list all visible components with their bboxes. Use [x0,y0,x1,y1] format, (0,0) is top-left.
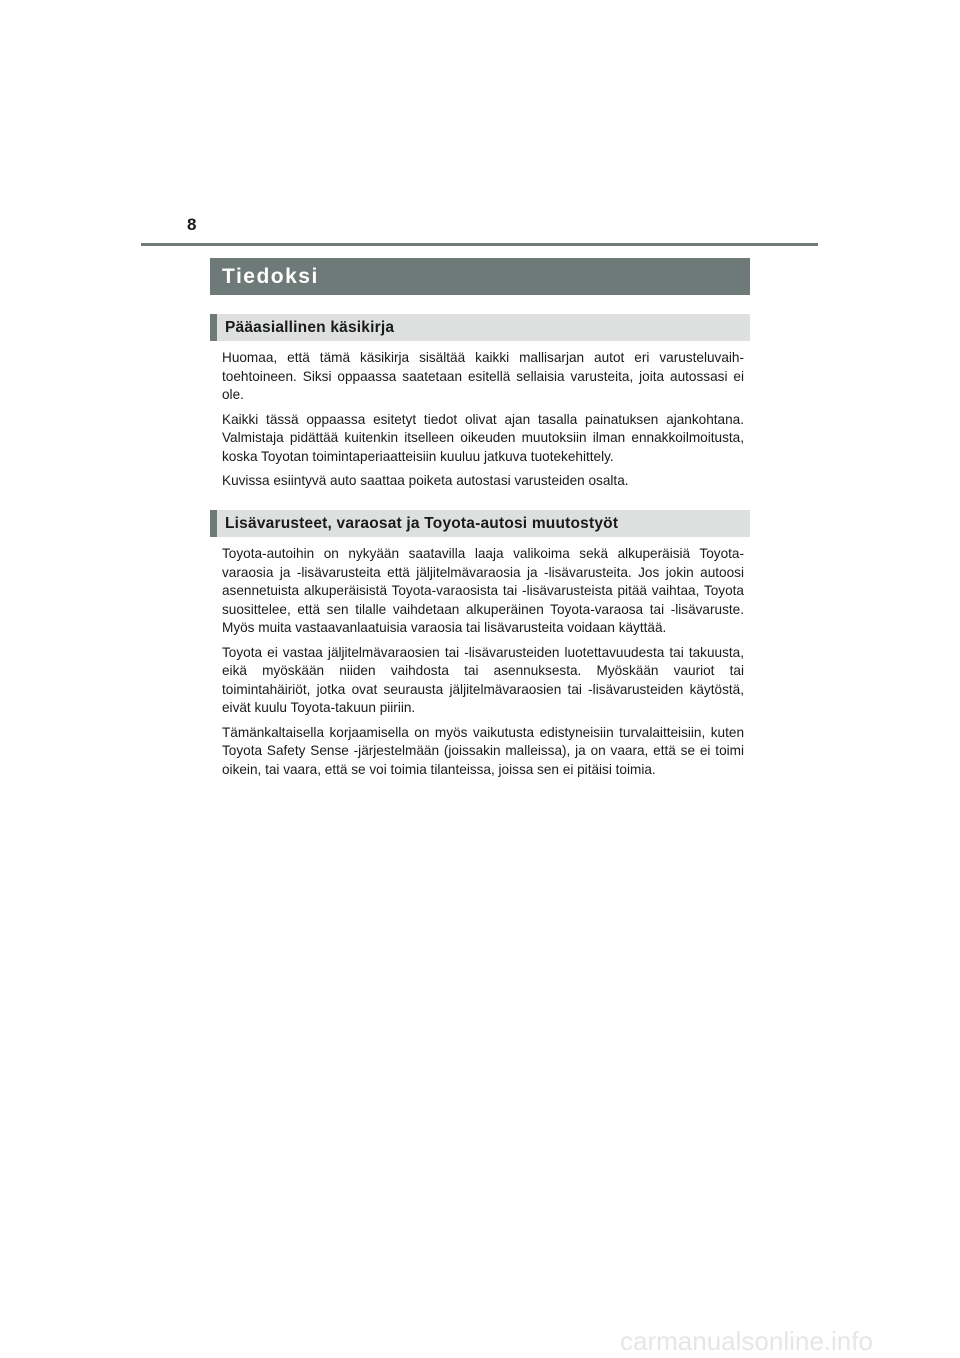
paragraph: Kuvissa esiintyvä auto saattaa poiketa autostasi varusteiden osalta. [222,473,629,488]
chapter-header [210,258,750,295]
chapter-title: Tiedoksi [222,264,319,288]
section-title: Lisävarusteet, varaosat ja Toyota-autosi muutostyöt [225,514,619,532]
footer-watermark: carmanualsonline.info [620,1326,873,1356]
paragraph: Tämänkaltaisella korjaamisella on myös vaikutusta edistyneisiin turvalaitteisiin, kuten Toyota Safety Sense -järjestelmään (joissakin malleissa), ja on vaara, että se ei toimi oikein, tai vaara, että se voi toimia tilanteissa, joissa sen ei pitäisi toimia. [222,724,744,777]
header-rule [141,243,818,246]
section-header-lisavarusteet [210,510,750,537]
paragraph: Toyota ei vastaa jäljitelmävaraosien tai -lisävarusteiden luotettavuudesta tai takuusta, eikä myöskään niiden vaihdosta tai asennuksesta. Myöskään vauriot tai toimintahäiriöt, jotka ovat seurausta jäljitelmävaraosien tai -lisävarusteiden käytöstä, eivät kuulu Toyota-takuun piiriin. [222,644,744,715]
paragraph: Kaikki tässä oppaassa esitetyt tiedot olivat ajan tasalla painatuksen ajankohtana. Valmistaja pidättää kuitenkin itselleen oikeuden muutoksiin ilman ennakkoilmoitusta, koska Toyotan toimintaperiaatteisiin kuuluu jatkuva tuotekehittely. [222,411,744,464]
section-header-paaasiallinen-kasikirja [210,314,750,341]
page-number: 8 [187,215,197,234]
paragraph: Toyota-autoihin on nykyään saatavilla laaja valikoima sekä alkuperäisiä Toyota-varaosia ja -lisävarusteita että jäljitelmävaraosia ja -lisävarusteita. Jos jokin autoosi asennetuista alkuperäisistä Toyota-varaosista tai -lisävarusteista pitää vaihtaa, Toyota suosittelee, että sen tilalle vaihdetaan alkuperäinen Toyota-varaosa tai -lisävaruste. Myös muita vastaavanlaatuisia varaosia tai lisävarusteita voidaan käyttää. [222,546,744,635]
section-title: Pääasiallinen käsikirja [225,318,395,336]
section-body [222,349,744,497]
section-body [222,545,744,785]
paragraph: Huomaa, että tämä käsikirja sisältää kaikki mallisarjan autot eri varusteluvaihtoehtoineen. Siksi oppaassa saatetaan esitellä sellaisia varusteita, joita autossasi ei ole. [222,350,744,402]
